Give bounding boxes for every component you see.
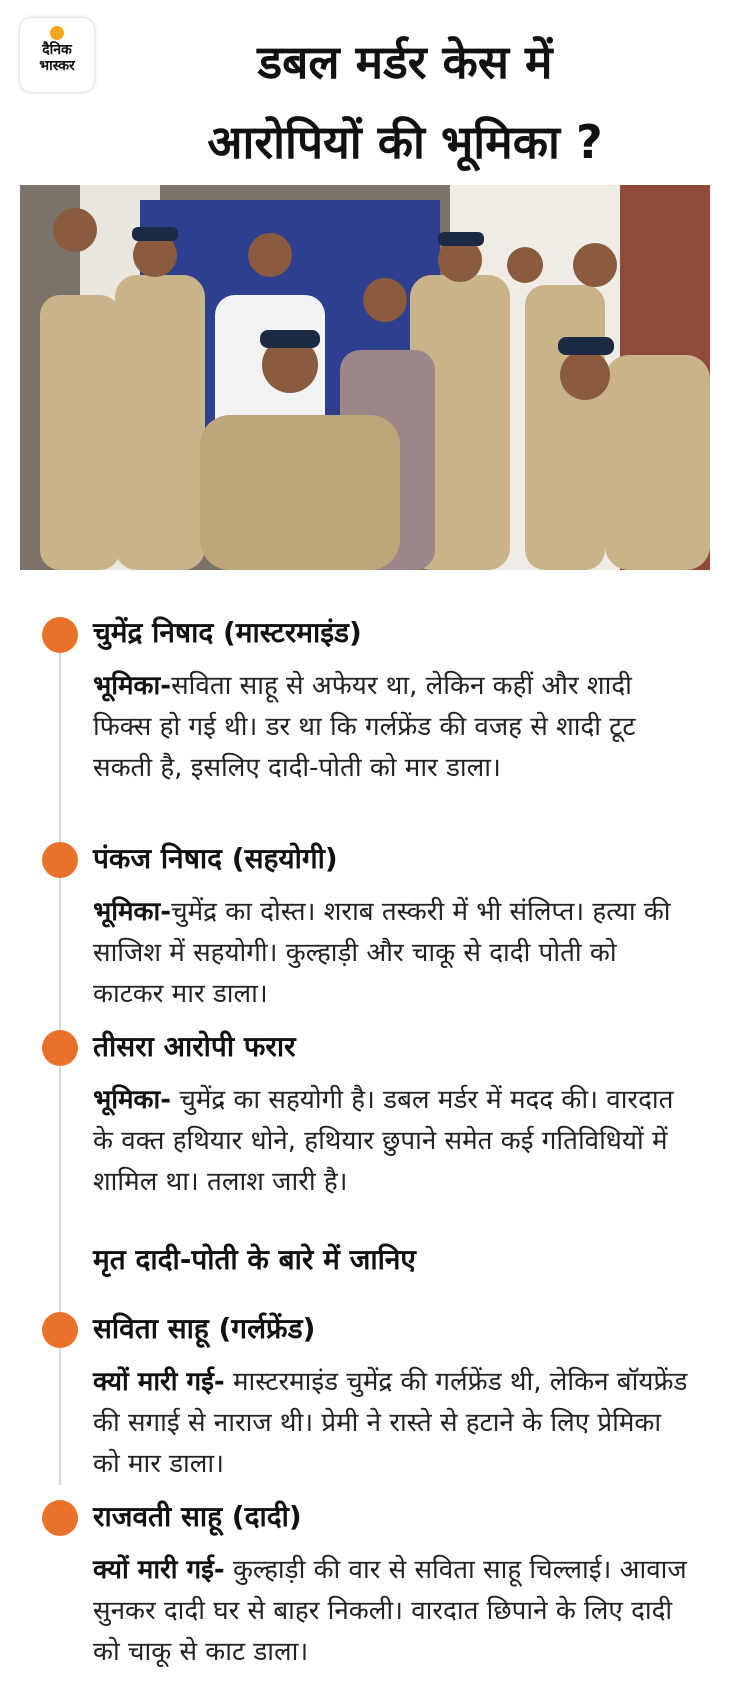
logo-line2: भास्कर xyxy=(39,58,75,74)
role-label: भूमिका- xyxy=(93,1085,172,1115)
accused-name: तीसरा आरोपी फरार xyxy=(93,1030,296,1063)
dainik-bhaskar-logo xyxy=(20,18,94,92)
timeline-bullet-icon xyxy=(42,1312,78,1348)
accused-role-text xyxy=(93,666,693,789)
accused-name: पंकज निषाद (सहयोगी) xyxy=(93,842,338,875)
victim-name: सविता साहू (गर्लफ्रेंड) xyxy=(93,1312,316,1345)
role-description: चुमेंद्र का सहयोगी है। डबल मर्डर में मदद की। वारदात के वक्त हथियार धोने, हथियार छुपाने समेत कई गतिविधियों में शामिल था। तलाश जारी है। xyxy=(93,1085,674,1197)
headline-line2: आरोपियों की भूमिका ? xyxy=(207,115,603,169)
headline-line1: डबल मर्डर केस में xyxy=(257,35,553,89)
headline xyxy=(100,22,710,182)
logo-line1: दैनिक xyxy=(42,42,72,58)
role-description: चुमेंद्र का दोस्त। शराब तस्करी में भी संलिप्त। हत्या की साजिश में सहयोगी। कुल्हाड़ी और चाकू से दादी पोती को काटकर मार डाला। xyxy=(93,897,671,1009)
victim-reason-text xyxy=(93,1550,693,1673)
accused-role-text xyxy=(93,892,693,1015)
timeline-bullet-icon xyxy=(42,617,78,653)
sun-dot-icon xyxy=(50,26,64,40)
victims-heading: मृत दादी-पोती के बारे में जानिए xyxy=(93,1243,416,1276)
reason-label: क्यों मारी गई- xyxy=(93,1555,225,1585)
reason-description: कुल्हाड़ी की वार से सविता साहू चिल्लाई। आवाज सुनकर दादी घर से बाहर निकली। वारदात छिपाने के लिए दादी को चाकू से काट डाला। xyxy=(93,1555,687,1667)
role-label: भूमिका- xyxy=(93,897,172,927)
victim-reason-text xyxy=(93,1362,693,1485)
timeline-bullet-icon xyxy=(42,1500,78,1536)
timeline-bullet-icon xyxy=(42,1030,78,1066)
role-label: भूमिका- xyxy=(93,671,172,701)
role-description: सविता साहू से अफेयर था, लेकिन कहीं और शादी फिक्स हो गई थी। डर था कि गर्लफ्रेंड की वजह से शादी टूट सकती है, इसलिए दादी-पोती को मार डाला। xyxy=(93,671,636,783)
timeline-bullet-icon xyxy=(42,842,78,878)
victim-name: राजवती साहू (दादी) xyxy=(93,1500,302,1533)
accused-role-text xyxy=(93,1080,693,1203)
reason-description: मास्टरमाइंड चुमेंद्र की गर्लफ्रेंड थी, लेकिन बॉयफ्रेंड की सगाई से नाराज थी। प्रेमी ने रास्ते से हटाने के लिए प्रेमिका को मार डाला। xyxy=(93,1367,688,1479)
accused-name: चुमेंद्र निषाद (मास्टरमाइंड) xyxy=(93,616,362,649)
press-conference-photo xyxy=(20,185,710,570)
reason-label: क्यों मारी गई- xyxy=(93,1367,225,1397)
